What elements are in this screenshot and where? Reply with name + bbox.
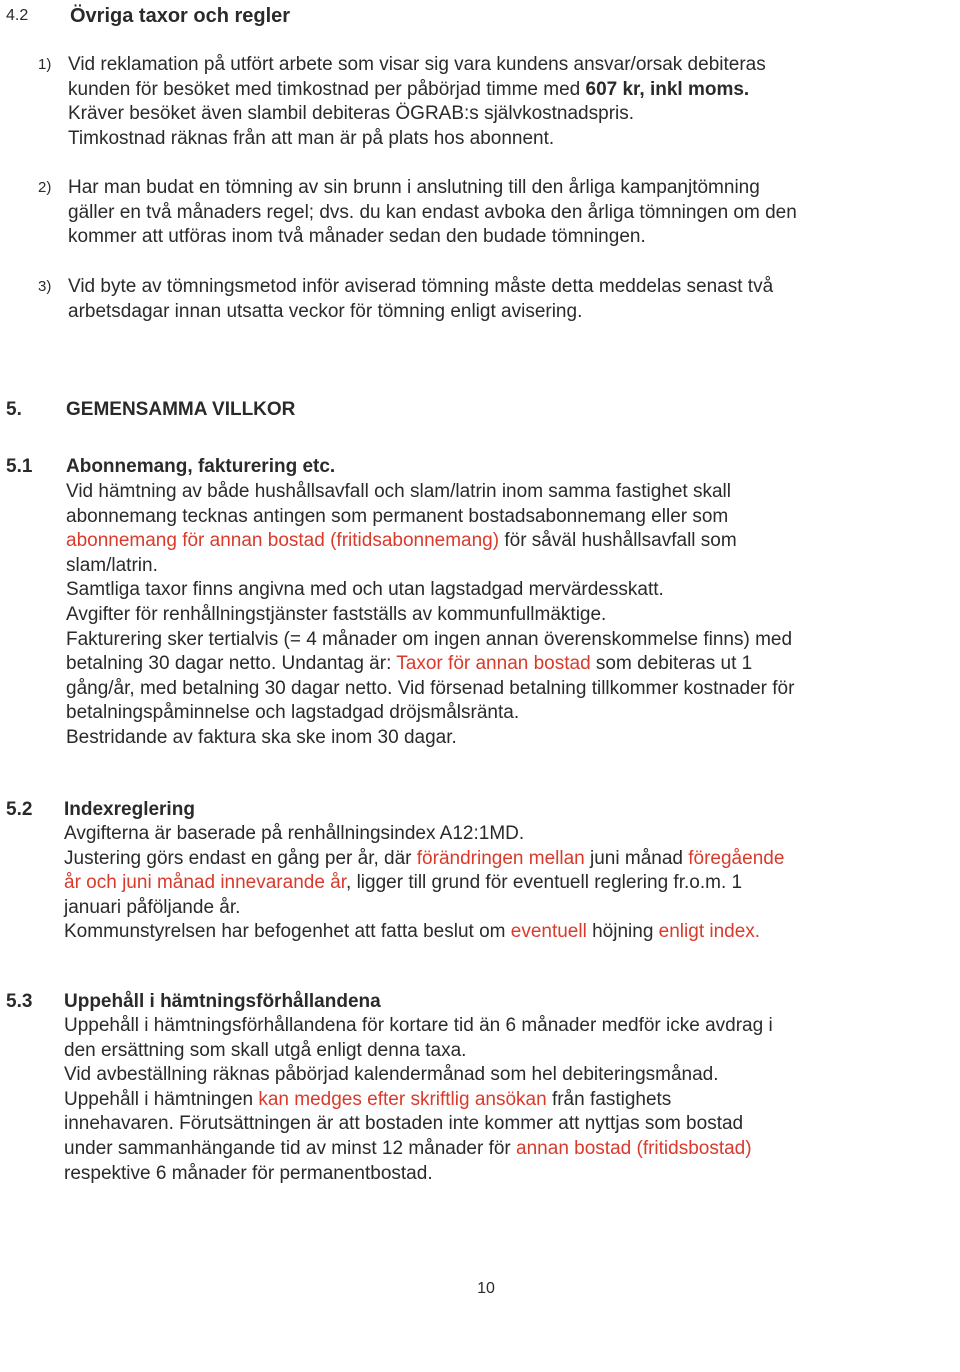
text-span: kommer att utföras inom två månader sedan den budade tömningen. [68, 226, 646, 247]
highlighted-text: Taxor för annan bostad [396, 653, 591, 674]
text-line [64, 1112, 743, 1136]
highlighted-text: abonnemang för annan bostad (fritidsabonnemang) [66, 530, 500, 551]
text-span: Timkostnad räknas från att man är på plats hos abonnent. [68, 128, 555, 149]
text-span: under sammanhängande tid av minst 12 månader för [64, 1138, 517, 1159]
text-span: Uppehåll i hämtningen [64, 1089, 259, 1110]
text-span: Avgifter för renhållningstjänster fastställs av kommunfullmäktige. [66, 604, 607, 625]
highlighted-text: år och juni månad innevarande år [64, 872, 347, 893]
text-line [68, 275, 773, 299]
text-span: som debiteras ut 1 [590, 653, 753, 674]
text-span: kunden för besöket med timkostnad per påbörjad timme med [68, 79, 586, 100]
text-line [68, 225, 646, 249]
section-title-5-2: Indexreglering [64, 799, 195, 820]
text-span: Samtliga taxor finns angivna med och utan lagstadgad mervärdesskatt. [66, 579, 664, 600]
text-line [66, 701, 519, 725]
text-span: arbetsdagar innan utsatta veckor för tömning enligt avisering. [68, 301, 583, 322]
section-number-4-2: 4.2 [6, 7, 29, 24]
section-title-5: GEMENSAMMA VILLKOR [66, 399, 296, 420]
text-span: Kräver besöket även slambil debiteras ÖGRAB:s självkostnadspris. [68, 103, 635, 124]
text-line [66, 480, 731, 504]
text-span: Justering görs endast en gång per år, där [64, 848, 417, 869]
text-line [64, 1088, 671, 1112]
highlighted-text: föregående [688, 848, 785, 869]
list-marker-2: 2) [38, 179, 52, 196]
text-line [66, 578, 664, 602]
text-span: Har man budat en tömning av sin brunn i anslutning till den årliga kampanjtömning [68, 177, 760, 198]
text-line [64, 896, 240, 920]
text-line [66, 628, 792, 652]
text-span: respektive 6 månader för permanentbostad. [64, 1163, 433, 1184]
text-line [68, 53, 766, 77]
text-line [68, 127, 554, 151]
text-line [64, 1137, 752, 1161]
text-span: för såväl hushållsavfall som [499, 530, 737, 551]
text-span: Uppehåll i hämtningsförhållandena för kortare tid än 6 månader medför icke avdrag i [64, 1015, 773, 1036]
text-span: från fastighets [546, 1089, 672, 1110]
list-marker-3: 3) [38, 278, 52, 295]
section-title-5-3: Uppehåll i hämtningsförhållandena [64, 991, 381, 1012]
bold-text: 607 kr, inkl moms. [585, 79, 750, 100]
text-line [68, 201, 797, 225]
text-span: betalningspåminnelse och lagstadgad dröjsmålsränta. [66, 702, 520, 723]
text-line [64, 1063, 719, 1087]
text-line [66, 603, 606, 627]
highlighted-text: enligt index. [658, 921, 761, 942]
text-line [66, 505, 728, 529]
text-line [64, 1039, 466, 1063]
text-span: juni månad [584, 848, 689, 869]
text-span: , ligger till grund för eventuell reglering fr.o.m. 1 [346, 872, 743, 893]
text-span: Bestridande av faktura ska ske inom 30 dagar. [66, 727, 457, 748]
highlighted-text: annan bostad (fritidsbostad) [516, 1138, 752, 1159]
section-title-5-1: Abonnemang, fakturering etc. [66, 456, 336, 477]
text-line [66, 652, 752, 676]
text-line [68, 78, 749, 102]
text-line [66, 677, 794, 701]
text-line [64, 847, 784, 871]
text-span: Kommunstyrelsen har befogenhet att fatta beslut om [64, 921, 511, 942]
section-number-5: 5. [6, 399, 22, 420]
text-span: betalning 30 dagar netto. Undantag är: [66, 653, 397, 674]
text-span: januari påföljande år. [64, 897, 241, 918]
text-line [64, 1162, 433, 1186]
text-line [64, 871, 742, 895]
text-span: Vid byte av tömningsmetod inför aviserad tömning måste detta meddelas senast två [68, 276, 774, 297]
list-marker-1: 1) [38, 56, 52, 73]
section-number-5-1: 5.1 [6, 456, 33, 477]
text-span: Vid hämtning av både hushållsavfall och slam/latrin inom samma fastighet skall [66, 481, 731, 502]
text-line [66, 529, 737, 553]
text-span: abonnemang tecknas antingen som permanent bostadsabonnemang eller som [66, 506, 729, 527]
text-span: slam/latrin. [66, 555, 158, 576]
text-span: den ersättning som skall utgå enligt denna taxa. [64, 1040, 467, 1061]
highlighted-text: eventuell [510, 921, 587, 942]
text-span: Fakturering sker tertialvis (= 4 månader om ingen annan överenskommelse finns) med [66, 629, 793, 650]
text-span: innehavaren. Förutsättningen är att bostaden inte kommer att nyttjas som bostad [64, 1113, 744, 1134]
text-span: Vid avbeställning räknas påbörjad kalendermånad som hel debiteringsmånad. [64, 1064, 719, 1085]
text-line [66, 726, 457, 750]
section-title-4-2: Övriga taxor och regler [70, 5, 291, 27]
text-span: Vid reklamation på utfört arbete som visar sig vara kundens ansvar/orsak debiteras [68, 54, 766, 75]
text-span: gång/år, med betalning 30 dagar netto. Vid försenad betalning tillkommer kostnader för [66, 678, 795, 699]
text-line [68, 300, 582, 324]
page-number: 10 [477, 1280, 495, 1297]
text-line [68, 176, 760, 200]
text-span: Avgifterna är baserade på renhållningsindex A12:1MD. [64, 823, 525, 844]
text-span: gäller en två månaders regel; dvs. du kan endast avboka den årliga tömningen om den [68, 202, 797, 223]
text-line [64, 1014, 773, 1038]
text-line [64, 920, 760, 944]
highlighted-text: förändringen mellan [416, 848, 585, 869]
text-line [68, 102, 634, 126]
highlighted-text: kan medges efter skriftlig ansökan [258, 1089, 547, 1110]
section-number-5-2: 5.2 [6, 799, 33, 820]
text-line [64, 822, 524, 846]
text-span: höjning [586, 921, 659, 942]
text-line [66, 554, 158, 578]
section-number-5-3: 5.3 [6, 991, 33, 1012]
